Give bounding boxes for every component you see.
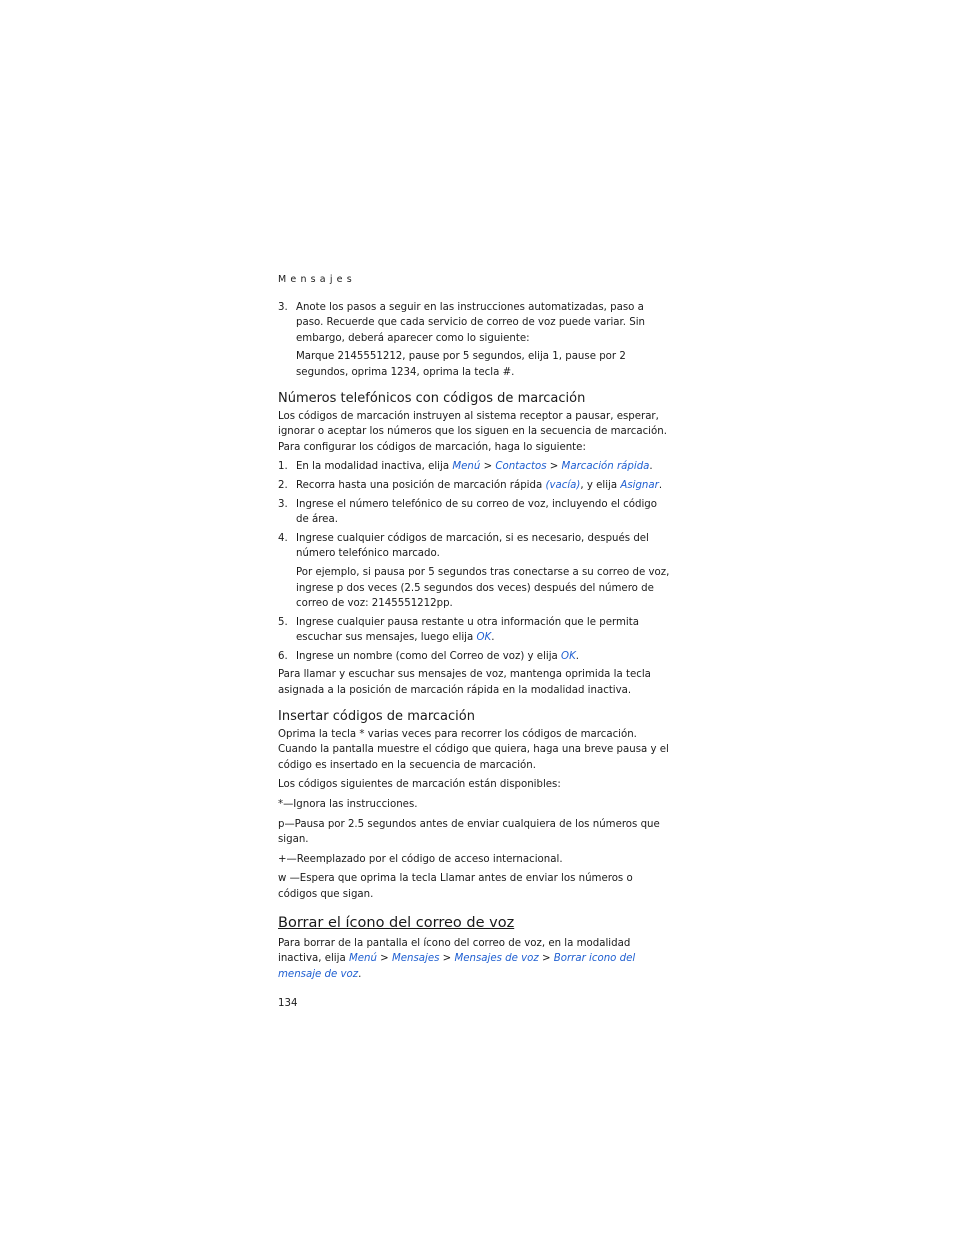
code-item: p—Pausa por 2.5 segundos antes de enviar cualquiera de los números que sigan. bbox=[278, 818, 660, 846]
section-body bbox=[278, 936, 670, 983]
punctuation: . bbox=[575, 650, 579, 662]
section-outro: Para llamar y escuchar sus mensajes de voz, mantenga oprimida la tecla asignada a la posición de marcación rápida en la modalidad inactiva. bbox=[278, 669, 651, 697]
step-6 bbox=[278, 649, 670, 665]
separator: > bbox=[376, 953, 392, 965]
ok-link[interactable]: OK bbox=[561, 650, 576, 662]
step-text: Ingrese un nombre (como del Correo de voz) y elija bbox=[296, 650, 562, 662]
step-1 bbox=[278, 459, 670, 475]
section-heading-dial-codes: Números telefónicos con códigos de marcación bbox=[278, 390, 586, 406]
step-number: 2. bbox=[278, 479, 288, 491]
punctuation: . bbox=[358, 968, 362, 980]
step-5 bbox=[278, 615, 670, 646]
section-heading-insert-codes: Insertar códigos de marcación bbox=[278, 708, 475, 724]
step-number: 6. bbox=[278, 650, 288, 662]
step-text: , y elija bbox=[580, 479, 621, 491]
body-text: Para borrar de la pantalla el ícono del correo de voz, en la modalidad inactiva, elija bbox=[278, 937, 631, 965]
step-number: 3. bbox=[278, 301, 288, 313]
code-item: +—Reemplazado por el código de acceso internacional. bbox=[278, 853, 563, 865]
ok-link[interactable]: OK bbox=[476, 632, 492, 644]
code-item: *—Ignora las instrucciones. bbox=[278, 799, 418, 811]
menu-link[interactable]: Menú bbox=[452, 461, 481, 473]
step-3b bbox=[278, 497, 670, 528]
punctuation: . bbox=[658, 479, 663, 491]
messages-link[interactable]: Mensajes bbox=[391, 953, 440, 965]
step-text: Ingrese el número telefónico de su correo de voz, incluyendo el código de área. bbox=[296, 498, 658, 526]
step-text: Ingrese cualquier códigos de marcación, si es necesario, después del número telefónico marcado. bbox=[296, 532, 649, 560]
step-number: 1. bbox=[278, 461, 288, 473]
step-number: 3. bbox=[278, 498, 288, 510]
manual-page bbox=[278, 272, 670, 1012]
section-intro: Los códigos de marcación instruyen al sistema receptor a pausar, esperar, ignorar o aceptar los números que los siguen en la secuencia de marcación. Para configurar los códigos de marcación, haga lo siguiente: bbox=[278, 410, 667, 453]
punctuation: . bbox=[491, 632, 495, 644]
step-2 bbox=[278, 478, 670, 494]
empty-link[interactable]: (vacía) bbox=[545, 479, 581, 491]
punctuation: . bbox=[649, 461, 653, 473]
delete-voice-icon-link[interactable]: Borrar icono del mensaje de voz bbox=[278, 953, 636, 980]
section-heading-delete-icon: Borrar el ícono del correo de voz bbox=[278, 914, 515, 931]
contacts-link[interactable]: Contactos bbox=[495, 461, 547, 473]
step-text: Ingrese cualquier pausa restante u otra información que le permita escuchar sus mensajes, luego elija bbox=[296, 616, 639, 644]
step-text: Anote los pasos a seguir en las instrucciones automatizadas, paso a paso. Recuerde que cada servicio de correo de voz puede variar. Sin embargo, deberá aparecer como lo siguiente: bbox=[296, 301, 646, 344]
step-4 bbox=[278, 531, 670, 612]
step-number: 4. bbox=[278, 532, 288, 544]
separator: > bbox=[546, 461, 562, 473]
section-intro: Oprima la tecla * varias veces para recorrer los códigos de marcación. Cuando la pantalla muestre el código que quiera, haga una breve pausa y el código es insertado en la secuencia de marcación. bbox=[278, 728, 669, 771]
separator: > bbox=[538, 953, 554, 965]
menu-link[interactable]: Menú bbox=[348, 953, 377, 965]
step-3 bbox=[278, 300, 670, 381]
speed-dial-link[interactable]: Marcación rápida bbox=[561, 461, 650, 473]
step-number: 5. bbox=[278, 616, 288, 628]
code-item: w —Espera que oprima la tecla Llamar antes de enviar los números o códigos que sigan. bbox=[278, 873, 633, 900]
step-text: En la modalidad inactiva, elija bbox=[296, 461, 453, 473]
step-example: Por ejemplo, si pausa por 5 segundos tras conectarse a su correo de voz, ingrese p dos veces (2.5 segundos dos veces) después del número de correo de voz: 2145551212pp. bbox=[296, 566, 670, 610]
page-number: 134 bbox=[278, 998, 298, 1010]
separator: > bbox=[480, 461, 496, 473]
codes-available-text: Los códigos siguientes de marcación están disponibles: bbox=[278, 779, 561, 791]
step-text: Recorra hasta una posición de marcación rápida bbox=[296, 479, 546, 491]
separator: > bbox=[439, 953, 455, 965]
assign-link[interactable]: Asignar bbox=[620, 479, 659, 491]
voice-messages-link[interactable]: Mensajes de voz bbox=[454, 953, 539, 965]
running-header: Mensajes bbox=[278, 274, 356, 285]
step-example: Marque 2145551212, pause por 5 segundos, elija 1, pause por 2 segundos, oprima 1234, oprima la tecla #. bbox=[296, 351, 626, 378]
